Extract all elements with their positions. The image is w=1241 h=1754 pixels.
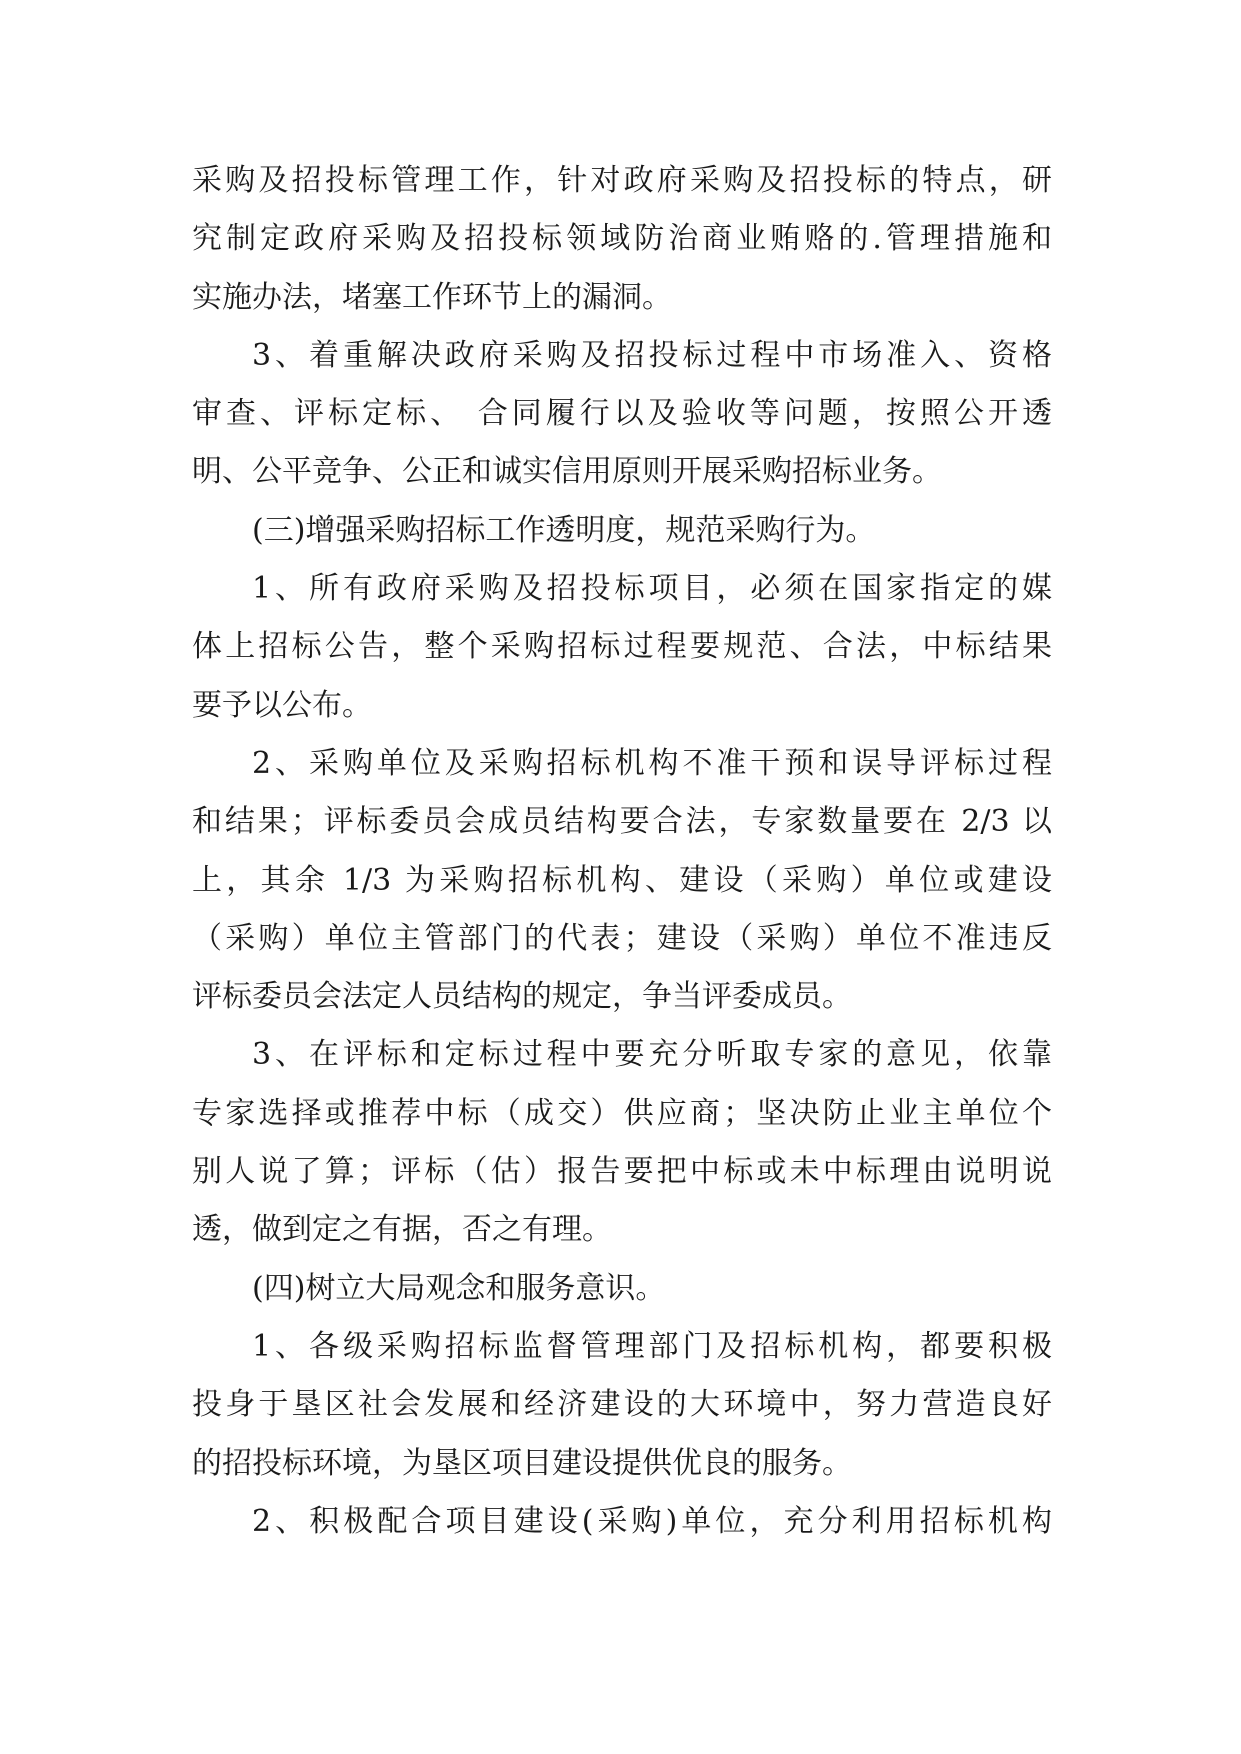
text-line: 明、公平竞争、公正和诚实信用原则开展采购招标业务。 <box>192 454 942 490</box>
text-line: 1、各级采购招标监督管理部门及招标机构，都要积极 <box>252 1328 1052 1364</box>
text-line: 采购及招投标管理工作，针对政府采购及招投标的特点，研 <box>192 163 1052 198</box>
text-line: 投身于垦区社会发展和经济建设的大环境中，努力营造良好 <box>192 1387 1052 1423</box>
text-line: 3、着重解决政府采购及招投标过程中市场准入、资格 <box>252 337 1052 373</box>
text-line: 要予以公布。 <box>192 687 372 723</box>
text-line: 实施办法，堵塞工作环节上的漏洞。 <box>192 279 672 315</box>
text-line: 2、采购单位及采购招标机构不准干预和误导评标过程 <box>252 745 1052 781</box>
text-line: 体上招标公告，整个采购招标过程要规范、合法，中标结果 <box>192 629 1052 665</box>
text-line: 上，其余 1/3 为采购招标机构、建设（采购）单位或建设 <box>192 862 1052 898</box>
text-line: 别人说了算；评标（估）报告要把中标或未中标理由说明说 <box>192 1154 1052 1190</box>
text-line: 透，做到定之有据，否之有理。 <box>192 1212 612 1248</box>
text-line: （采购）单位主管部门的代表；建设（采购）单位不准违反 <box>192 920 1052 956</box>
text-line: 2、积极配合项目建设(采购)单位，充分利用招标机构 <box>252 1503 1052 1539</box>
text-line: (四)树立大局观念和服务意识。 <box>252 1270 666 1306</box>
text-line: 审查、评标定标、 合同履行以及验收等问题，按照公开透 <box>192 396 1052 432</box>
text-line: 究制定政府采购及招投标领域防治商业贿赂的.管理措施和 <box>192 221 1052 257</box>
text-line: 和结果；评标委员会成员结构要合法，专家数量要在 2/3 以 <box>192 804 1052 840</box>
body-text <box>192 162 1052 1561</box>
text-line: 专家选择或推荐中标（成交）供应商；坚决防止业主单位个 <box>192 1095 1052 1131</box>
text-line: 3、在评标和定标过程中要充分听取专家的意见，依靠 <box>252 1037 1052 1073</box>
text-line: 的招投标环境，为垦区项目建设提供优良的服务。 <box>192 1445 852 1481</box>
text-line: (三)增强采购招标工作透明度，规范采购行为。 <box>252 512 876 548</box>
text-line: 1、所有政府采购及招投标项目，必须在国家指定的媒 <box>252 571 1052 607</box>
text-line: 评标委员会法定人员结构的规定，争当评委成员。 <box>192 979 852 1015</box>
